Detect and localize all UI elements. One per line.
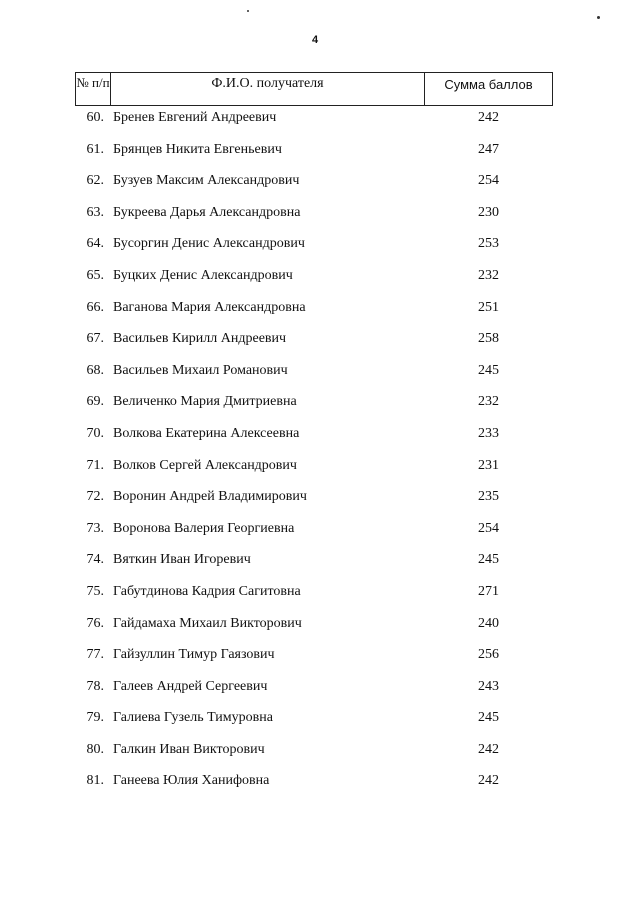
recipient-name: Васильев Михаил Романович: [113, 362, 288, 378]
recipient-name: Гайзуллин Тимур Гаязович: [113, 647, 275, 663]
table-row: [75, 707, 553, 739]
recipient-name: Ганеева Юлия Ханифовна: [113, 773, 270, 789]
table-row: [75, 139, 553, 171]
row-number: 72.: [86, 489, 104, 505]
score-value: 245: [478, 362, 499, 378]
score-value: 232: [478, 267, 499, 283]
score-value: 254: [478, 520, 499, 536]
score-value: 271: [478, 583, 499, 599]
score-value: 247: [478, 141, 499, 157]
table-row: [75, 455, 553, 487]
row-number: 80.: [86, 741, 104, 757]
recipient-name: Габутдинова Кадрия Сагитовна: [113, 583, 301, 599]
recipient-name: Галиева Гузель Тимуровна: [113, 710, 273, 726]
row-number: 63.: [86, 204, 104, 220]
recipient-name: Ваганова Мария Александровна: [113, 299, 306, 315]
table-row: [75, 739, 553, 771]
score-value: 240: [478, 615, 499, 631]
score-value: 258: [478, 331, 499, 347]
row-number: 79.: [86, 710, 104, 726]
recipient-name: Воронова Валерия Георгиевна: [113, 520, 295, 536]
score-value: 253: [478, 236, 499, 252]
table-row: [75, 170, 553, 202]
recipient-name: Волков Сергей Александрович: [113, 457, 297, 473]
recipient-name: Бренев Евгений Андреевич: [113, 110, 277, 125]
row-number: 74.: [86, 552, 104, 568]
table-row: [75, 613, 553, 645]
row-number: 65.: [86, 267, 104, 283]
score-value: 235: [478, 489, 499, 505]
scan-speck: [597, 16, 600, 19]
recipient-name: Волкова Екатерина Алексеевна: [113, 425, 300, 441]
recipient-name: Галкин Иван Викторович: [113, 741, 265, 757]
row-number: 61.: [86, 141, 104, 157]
recipient-name: Васильев Кирилл Андреевич: [113, 331, 287, 347]
row-number: 60.: [86, 110, 104, 125]
scan-speck: [247, 10, 249, 12]
recipient-name: Брянцев Никита Евгеньевич: [113, 141, 282, 157]
score-value: 231: [478, 457, 499, 473]
table-row: [75, 297, 553, 329]
recipient-name: Величенко Мария Дмитриевна: [113, 394, 297, 410]
score-value: 245: [478, 710, 499, 726]
recipients-table: [75, 107, 553, 802]
header-score-total: Сумма баллов: [444, 77, 533, 92]
table-row: [75, 328, 553, 360]
recipient-name: Бусоргин Денис Александрович: [113, 236, 305, 252]
table-row: [75, 265, 553, 297]
row-number: 73.: [86, 520, 104, 536]
score-value: 242: [478, 773, 499, 789]
table-row: [75, 518, 553, 550]
score-value: 232: [478, 394, 499, 410]
table-row: [75, 486, 553, 518]
row-number: 67.: [86, 331, 104, 347]
score-value: 233: [478, 425, 499, 441]
row-number: 64.: [86, 236, 104, 252]
row-number: 71.: [86, 457, 104, 473]
row-number: 76.: [86, 615, 104, 631]
table-row: [75, 360, 553, 392]
page-number: 4: [311, 34, 319, 46]
table-row: [75, 770, 553, 802]
row-number: 70.: [86, 425, 104, 441]
row-number: 66.: [86, 299, 104, 315]
score-value: 242: [478, 110, 499, 125]
row-number: 69.: [86, 394, 104, 410]
header-full-name: Ф.И.О. получателя: [111, 73, 425, 105]
recipient-name: Бузуев Максим Александрович: [113, 173, 300, 189]
score-value: 256: [478, 647, 499, 663]
table-row: [75, 676, 553, 708]
recipient-name: Вяткин Иван Игоревич: [113, 552, 251, 568]
score-value: 243: [478, 678, 499, 694]
table-row: [75, 644, 553, 676]
row-number: 62.: [86, 173, 104, 189]
row-number: 75.: [86, 583, 104, 599]
score-value: 251: [478, 299, 499, 315]
table-row: [75, 581, 553, 613]
table-row: [75, 391, 553, 423]
score-value: 230: [478, 204, 499, 220]
table-row: [75, 233, 553, 265]
row-number: 81.: [86, 773, 104, 789]
table-row: [75, 549, 553, 581]
table-row: [75, 107, 553, 139]
recipient-name: Воронин Андрей Владимирович: [113, 489, 307, 505]
recipient-name: Букреева Дарья Александровна: [113, 204, 301, 220]
recipient-name: Буцких Денис Александрович: [113, 267, 293, 283]
table-header: [75, 72, 553, 106]
score-value: 245: [478, 552, 499, 568]
table-row: [75, 423, 553, 455]
header-number: № п/п: [76, 73, 111, 105]
row-number: 78.: [86, 678, 104, 694]
table-row: [75, 202, 553, 234]
score-value: 242: [478, 741, 499, 757]
recipient-name: Галеев Андрей Сергеевич: [113, 678, 268, 694]
row-number: 77.: [86, 647, 104, 663]
row-number: 68.: [86, 362, 104, 378]
recipient-name: Гайдамаха Михаил Викторович: [113, 615, 302, 631]
score-value: 254: [478, 173, 499, 189]
